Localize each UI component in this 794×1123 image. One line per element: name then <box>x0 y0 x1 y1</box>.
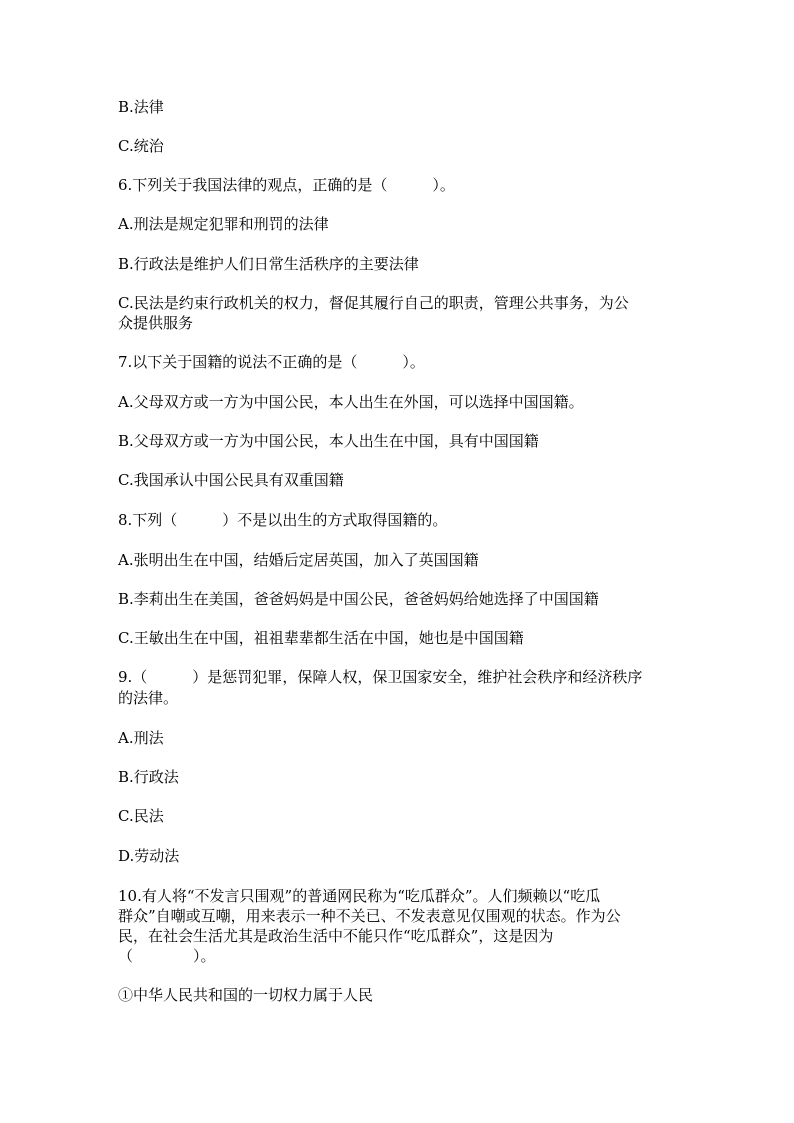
q9-option-b: B.行政法 <box>118 768 179 786</box>
q7-option-c: C.我国承认中国公民具有双重国籍 <box>118 471 344 489</box>
question-7: 7.以下关于国籍的说法不正确的是（ ）。 <box>118 353 425 371</box>
q6-option-a: A.刑法是规定犯罪和刑罚的法律 <box>118 215 329 233</box>
q8-option-a: A.张明出生在中国，结婚后定居英国，加入了英国国籍 <box>118 551 479 569</box>
question-10-line4: （ ）。 <box>118 947 216 965</box>
q6-option-b: B.行政法是维护人们日常生活秩序的主要法律 <box>118 255 419 273</box>
q9-option-d: D.劳动法 <box>118 847 180 865</box>
q10-statement-1: ①中华人民共和国的一切权力属于人民 <box>118 986 374 1004</box>
q9-option-a: A.刑法 <box>118 729 164 747</box>
question-8: 8.下列（ ）不是以出生的方式取得国籍的。 <box>118 511 448 529</box>
q8-option-b: B.李莉出生在美国，爸爸妈妈是中国公民，爸爸妈妈给她选择了中国国籍 <box>118 590 599 608</box>
question-6: 6.下列关于我国法律的观点，正确的是（ ）。 <box>118 176 455 194</box>
question-9-line1: 9.（ ）是惩罚犯罪，保障人权，保卫国家安全，维护社会秩序和经济秩序 <box>118 668 643 686</box>
q8-option-c: C.王敏出生在中国，祖祖辈辈都生活在中国，她也是中国国籍 <box>118 629 524 647</box>
question-10-line2: 群众”自嘲或互嘲，用来表示一种不关已、不发表意见仅围观的状态。作为公 <box>118 907 621 925</box>
q7-option-b: B.父母双方或一方为中国公民，本人出生在中国，具有中国国籍 <box>118 432 539 450</box>
question-9-line2: 的法律。 <box>118 689 179 707</box>
option-b-law: B.法律 <box>118 98 164 116</box>
q9-option-c: C.民法 <box>118 807 164 825</box>
option-c-rule: C.统治 <box>118 137 164 155</box>
question-10-line3: 民，在社会生活尤其是政治生活中不能只作“吃瓜群众”，这是因为 <box>118 927 554 945</box>
q7-option-a: A.父母双方或一方为中国公民，本人出生在外国，可以选择中国国籍。 <box>118 393 584 411</box>
q6-option-c-line1: C.民法是约束行政机关的权力，督促其履行自己的职责，管理公共事务，为公 <box>118 294 629 312</box>
question-10-line1: 10.有人将“不发言只围观”的普通网民称为“吃瓜群众”。人们频赖以“吃瓜 <box>118 887 601 905</box>
q6-option-c-line2: 众提供服务 <box>118 314 194 332</box>
